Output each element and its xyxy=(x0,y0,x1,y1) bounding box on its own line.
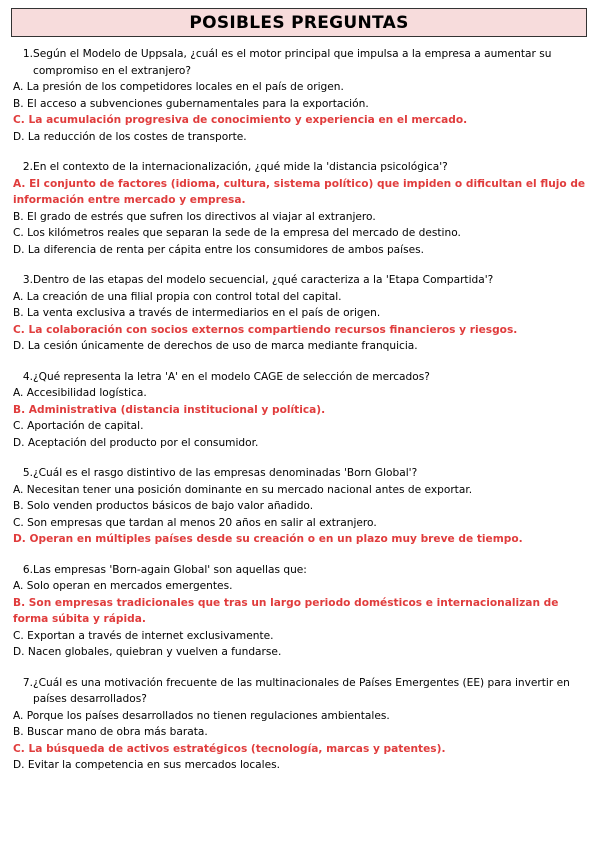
question-stem xyxy=(13,675,588,708)
question-number: 2. xyxy=(22,161,33,173)
question-text: ¿Cuál es una motivación frecuente de las multinacionales de Países Emergentes (EE) para invertir en países desarrollados? xyxy=(33,676,570,705)
option-a: A. Accesibilidad logística. xyxy=(13,387,147,399)
option-b-correct: B. Administrativa (distancia institucional y política). xyxy=(13,403,326,416)
question-stem xyxy=(13,465,588,482)
question-number: 4. xyxy=(22,370,33,383)
option-b: B. Solo venden productos básicos de bajo valor añadido. xyxy=(13,500,314,512)
option-a: A. Necesitan tener una posición dominante en su mercado nacional antes de exportar. xyxy=(13,483,473,496)
option-c: C. Los kilómetros reales que separan la sede de la empresa del mercado de destino. xyxy=(13,227,461,239)
option-d: D. La cesión únicamente de derechos de uso de marca mediante franquicia. xyxy=(13,340,418,352)
option-c: C. Aportación de capital. xyxy=(13,420,144,432)
question-number: 5. xyxy=(22,467,33,479)
question-1 xyxy=(13,46,588,145)
question-list xyxy=(13,46,588,788)
option-a: A. La creación de una filial propia con control total del capital. xyxy=(13,290,342,303)
question-number: 3. xyxy=(22,274,33,286)
question-text: Dentro de las etapas del modelo secuencial, ¿qué caracteriza a la 'Etapa Compartida'? xyxy=(33,274,494,286)
question-stem xyxy=(13,159,588,176)
question-stem xyxy=(13,562,588,579)
question-text: En el contexto de la internacionalización, ¿qué mide la 'distancia psicológica'? xyxy=(33,161,448,173)
option-b: B. El acceso a subvenciones gubernamentales para la exportación. xyxy=(13,97,369,110)
option-c-correct: C. La acumulación progresiva de conocimiento y experiencia en el mercado. xyxy=(13,114,468,126)
option-c: C. Son empresas que tardan al menos 20 años en salir al extranjero. xyxy=(13,516,377,529)
option-a: A. Solo operan en mercados emergentes. xyxy=(13,580,233,592)
question-text: ¿Qué representa la letra 'A' en el modelo CAGE de selección de mercados? xyxy=(33,370,430,383)
page-title-text: POSIBLES PREGUNTAS xyxy=(189,12,409,33)
option-c: C. Exportan a través de internet exclusivamente. xyxy=(13,629,274,642)
question-number: 1. xyxy=(22,48,33,60)
option-b: B. La venta exclusiva a través de intermediarios en el país de origen. xyxy=(13,307,381,319)
page-title xyxy=(11,8,587,37)
question-3 xyxy=(13,272,588,355)
option-a: A. Porque los países desarrollados no tienen regulaciones ambientales. xyxy=(13,709,390,722)
option-c-correct: C. La búsqueda de activos estratégicos (tecnología, marcas y patentes). xyxy=(13,742,446,755)
option-d: D. Aceptación del producto por el consumidor. xyxy=(13,436,259,449)
question-stem xyxy=(13,369,588,386)
question-5 xyxy=(13,465,588,548)
question-number: 6. xyxy=(22,563,33,576)
question-text: ¿Cuál es el rasgo distintivo de las empresas denominadas 'Born Global'? xyxy=(33,467,418,479)
option-d: D. La reducción de los costes de transporte. xyxy=(13,130,247,143)
option-b-correct: B. Son empresas tradicionales que tras un largo periodo domésticos e internacionalizan de forma súbita y rápida. xyxy=(13,596,559,625)
question-2 xyxy=(13,159,588,258)
option-d-correct: D. Operan en múltiples países desde su creación o en un plazo muy breve de tiempo. xyxy=(13,533,523,545)
option-d: D. La diferencia de renta per cápita entre los consumidores de ambos países. xyxy=(13,243,425,256)
question-stem xyxy=(13,272,588,289)
question-text: Según el Modelo de Uppsala, ¿cuál es el motor principal que impulsa a la empresa a aumentar su compromiso en el extranjero? xyxy=(33,48,552,77)
question-text: Las empresas 'Born-again Global' son aquellas que: xyxy=(33,563,307,576)
option-d: D. Nacen globales, quiebran y vuelven a fundarse. xyxy=(13,646,282,658)
option-c-correct: C. La colaboración con socios externos compartiendo recursos financieros y riesgos. xyxy=(13,323,518,336)
question-number: 7. xyxy=(22,676,33,689)
question-stem xyxy=(13,46,588,79)
question-6 xyxy=(13,562,588,661)
option-b: B. El grado de estrés que sufren los directivos al viajar al extranjero. xyxy=(13,210,376,223)
question-7 xyxy=(13,675,588,774)
option-b: B. Buscar mano de obra más barata. xyxy=(13,726,208,738)
option-a: A. La presión de los competidores locales en el país de origen. xyxy=(13,81,344,93)
option-d: D. Evitar la competencia en sus mercados locales. xyxy=(13,759,281,771)
option-a-correct: A. El conjunto de factores (idioma, cultura, sistema político) que impiden o dificultan el flujo de información entre mercado y empresa. xyxy=(13,177,586,206)
question-4 xyxy=(13,369,588,452)
